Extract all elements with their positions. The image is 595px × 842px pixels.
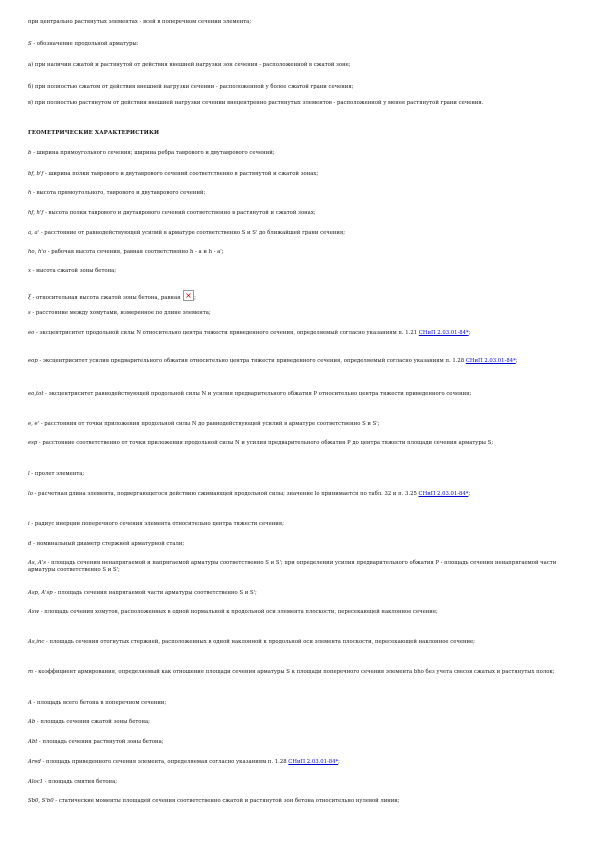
- definition-text: - площадь сечения сжатой зоны бетона;: [35, 719, 150, 725]
- link-suffix: ;: [468, 330, 471, 336]
- definition-paragraph: [28, 249, 568, 256]
- broken-image-icon: [183, 290, 194, 301]
- definition-text: - площадь сечения растянутой зоны бетона;: [37, 739, 164, 745]
- symbol-term: s: [28, 310, 31, 316]
- definition-paragraph: [28, 700, 568, 707]
- definition-text: - эксцентриситет равнодействующей продольной силы N и усилия предварительного обжатия P относительно центра тяжести приведенного сечения;: [43, 391, 472, 397]
- definition-paragraph: [28, 719, 568, 726]
- definition-text: ГЕОМЕТРИЧЕСКИЕ ХАРАКТЕРИСТИКИ: [28, 130, 160, 136]
- definition-text: - расстояния от точки приложения продольной силы N до равнодействующей усилий в арматуре соответственно S и S';: [39, 421, 380, 427]
- definition-paragraph: [28, 440, 568, 447]
- definition-paragraph: [28, 100, 568, 107]
- definition-paragraph: [28, 421, 568, 428]
- definition-paragraph: [28, 798, 568, 805]
- definition-paragraph: [28, 62, 568, 69]
- definition-text: - расчетная длина элемента, подвергающегося действию сжимающей продольной силы; значение lo принимается по табл. 32 и п. 3.25: [32, 491, 419, 497]
- definition-text: - номинальный диаметр стержней арматурной стали;: [31, 541, 185, 547]
- definition-paragraph: [28, 669, 568, 676]
- snip-reference-link[interactable]: СНиП 2.03.01-84*: [418, 330, 469, 336]
- link-suffix: ;: [468, 491, 471, 497]
- definition-paragraph: [28, 41, 568, 48]
- symbol-term: A: [28, 700, 32, 706]
- definition-paragraph: [28, 521, 568, 528]
- symbol-term: ξ: [28, 295, 31, 301]
- definition-paragraph: [28, 639, 568, 646]
- snip-reference-link[interactable]: СНиП 2.03.01-84*: [418, 491, 469, 497]
- definition-text: - ширина полки таврового и двутаврового сечений соответственно в растянутой и сжатой зонах;: [43, 171, 319, 177]
- symbol-term: bf, b'f: [28, 171, 44, 177]
- definition-paragraph: ξ - относительная высота сжатой зоны бетона, равная ×;: [28, 290, 568, 302]
- definition-text: - площадь смятия бетона;: [43, 779, 118, 785]
- symbol-term: Ab: [28, 719, 36, 725]
- definition-text: - статические моменты площадей сечения соответственно сжатой и растянутой зон бетона относительно нулевой линии;: [53, 798, 400, 804]
- definition-paragraph: [28, 560, 568, 575]
- definition-text: - расстояние соответственно от точки приложения продольной силы N и усилия предварительного обжатия P до центра тяжести площади сечения арматуры S;: [37, 440, 494, 446]
- definition-paragraph: [28, 541, 568, 548]
- definition-paragraph: [28, 268, 568, 275]
- link-suffix: ;: [515, 358, 518, 364]
- symbol-term: ho, h'o: [28, 249, 47, 255]
- definition-paragraph: [28, 230, 568, 237]
- snip-reference-link[interactable]: СНиП 2.03.01-84*: [288, 759, 339, 765]
- definition-text: - площадь сечения ненапрягаемой и напрягаемой арматуры соответственно S и S'; при определении усилия предварительного обжатия P - площадь сечения ненапрягаемой части арматуры соответственно S и S';: [28, 560, 557, 574]
- definition-paragraph: [28, 84, 568, 91]
- definition-text: - площадь всего бетона в поперечном сечении;: [31, 700, 167, 706]
- definition-paragraph: [28, 310, 568, 317]
- definition-paragraph: [28, 171, 568, 178]
- definition-paragraph: [28, 150, 568, 157]
- definition-text: - высота прямоугольного, таврового и двутаврового сечений;: [31, 190, 206, 196]
- definition-text: - расстояние от равнодействующей усилий в арматуре соответственно S и S' до ближайшей грани сечения;: [39, 230, 346, 236]
- symbol-term: lo: [28, 491, 33, 497]
- definition-text: - радиус инерции поперечного сечения элемента относительно центра тяжести сечения;: [29, 521, 284, 527]
- definition-text: - эксцентриситет усилия предварительного обжатия относительно центра тяжести приведенного сечения, определяемый согласно указаниям п. 1.28: [37, 358, 466, 364]
- symbol-term: eop: [28, 358, 38, 364]
- symbol-term: As,inc: [28, 639, 45, 645]
- definition-text: - высота сжатой зоны бетона;: [31, 268, 117, 274]
- definition-text: - площадь приведенного сечения элемента, определяемая согласно указаниям п. 1.28: [40, 759, 289, 765]
- definition-text: - обозначение продольной арматуры:: [31, 41, 139, 47]
- definition-paragraph: [28, 590, 568, 597]
- symbol-term: x: [28, 268, 31, 274]
- symbol-term: a, a': [28, 230, 40, 236]
- definition-paragraph: [28, 759, 568, 766]
- definition-paragraph: [28, 391, 568, 398]
- symbol-term: h: [28, 190, 32, 196]
- definition-paragraph: [28, 491, 568, 498]
- definition-paragraph: [28, 190, 568, 197]
- definition-text: - относительная высота сжатой зоны бетона, равная: [30, 295, 183, 301]
- symbol-term: m: [28, 669, 34, 675]
- definition-text: - площадь сечения напрягаемой части арматуры соответственно S и S';: [52, 590, 257, 596]
- definition-text: - площадь сечения хомутов, расположенных в одной нормальной к продольной оси элемента плоскости, пересекающей наклонное сечение;: [39, 609, 438, 615]
- definition-text: - ширина прямоугольного сечения; ширина ребра таврового и двутаврового сечений;: [31, 150, 275, 156]
- symbol-term: e, e': [28, 421, 40, 427]
- definition-text: - площадь сечения отогнутых стержней, расположенных в одной наклонной к продольной оси элемента плоскости, пересекающей наклонное сечение;: [44, 639, 475, 645]
- definition-paragraph: [28, 739, 568, 746]
- definition-paragraph: [28, 779, 568, 786]
- definition-paragraph: [28, 609, 568, 616]
- definition-text: при центрально растянутых элементах - всей в поперечном сечении элемента;: [28, 19, 252, 25]
- symbol-term: hf, h'f: [28, 210, 44, 216]
- definition-text: б) при полностью сжатом от действия внешней нагрузки сечении - расположенной у более сжатой грани сечения;: [28, 84, 354, 90]
- symbol-term: Abt: [28, 739, 38, 745]
- definition-paragraph: [28, 330, 568, 337]
- definition-paragraph: [28, 471, 568, 478]
- symbol-term: Asw: [28, 609, 40, 615]
- link-suffix: ;: [338, 759, 340, 765]
- symbol-term: S: [28, 41, 32, 47]
- definition-text: - коэффициент армирования, определяемый как отношение площади сечения арматуры S к площади поперечного сечения элемента bho без учета свесов сжатых и растянутых полок;: [33, 669, 555, 675]
- definition-text: - пролет элемента;: [29, 471, 85, 477]
- symbol-term: Sb0, S'b0: [28, 798, 54, 804]
- snip-reference-link[interactable]: СНиП 2.03.01-84*: [465, 358, 516, 364]
- definition-text: в) при полностью растянутом от действия внешней нагрузки сечении внецентренно растянутых элементов - расположенной у менее растянутой грани сечения.: [28, 100, 484, 106]
- symbol-term: i: [28, 521, 30, 527]
- definition-text: - расстояние между хомутами, измеренное по длине элемента;: [30, 310, 211, 316]
- definition-text: а) при наличии сжатой и растянутой от действия внешней нагрузки зон сечения - расположенной в сжатой зоне;: [28, 62, 351, 68]
- symbol-term: eo: [28, 330, 35, 336]
- symbol-term: As, A's: [28, 560, 46, 566]
- symbol-term: Aloc1: [28, 779, 44, 785]
- symbol-term: Asp, A'sp: [28, 590, 53, 596]
- symbol-term: eo,tot: [28, 391, 44, 397]
- definition-text: - эксцентриситет продольной силы N относительно центра тяжести приведенного сечения, определяемый согласно указаниям п. 1.21: [34, 330, 419, 336]
- definition-text: - высота полки таврового и двутаврового сечений соответственно в растянутой и сжатой зонах;: [43, 210, 316, 216]
- symbol-term: Ared: [28, 759, 41, 765]
- definition-paragraph: [28, 210, 568, 217]
- symbol-term: l: [28, 471, 30, 477]
- section-heading: [28, 130, 568, 137]
- definition-text: - рабочая высота сечения, равная соответственно h - a и h - a';: [46, 249, 224, 255]
- symbol-term: b: [28, 150, 32, 156]
- definition-paragraph: [28, 358, 568, 365]
- symbol-term: d: [28, 541, 32, 547]
- definition-paragraph: [28, 19, 568, 26]
- symbol-term: esp: [28, 440, 38, 446]
